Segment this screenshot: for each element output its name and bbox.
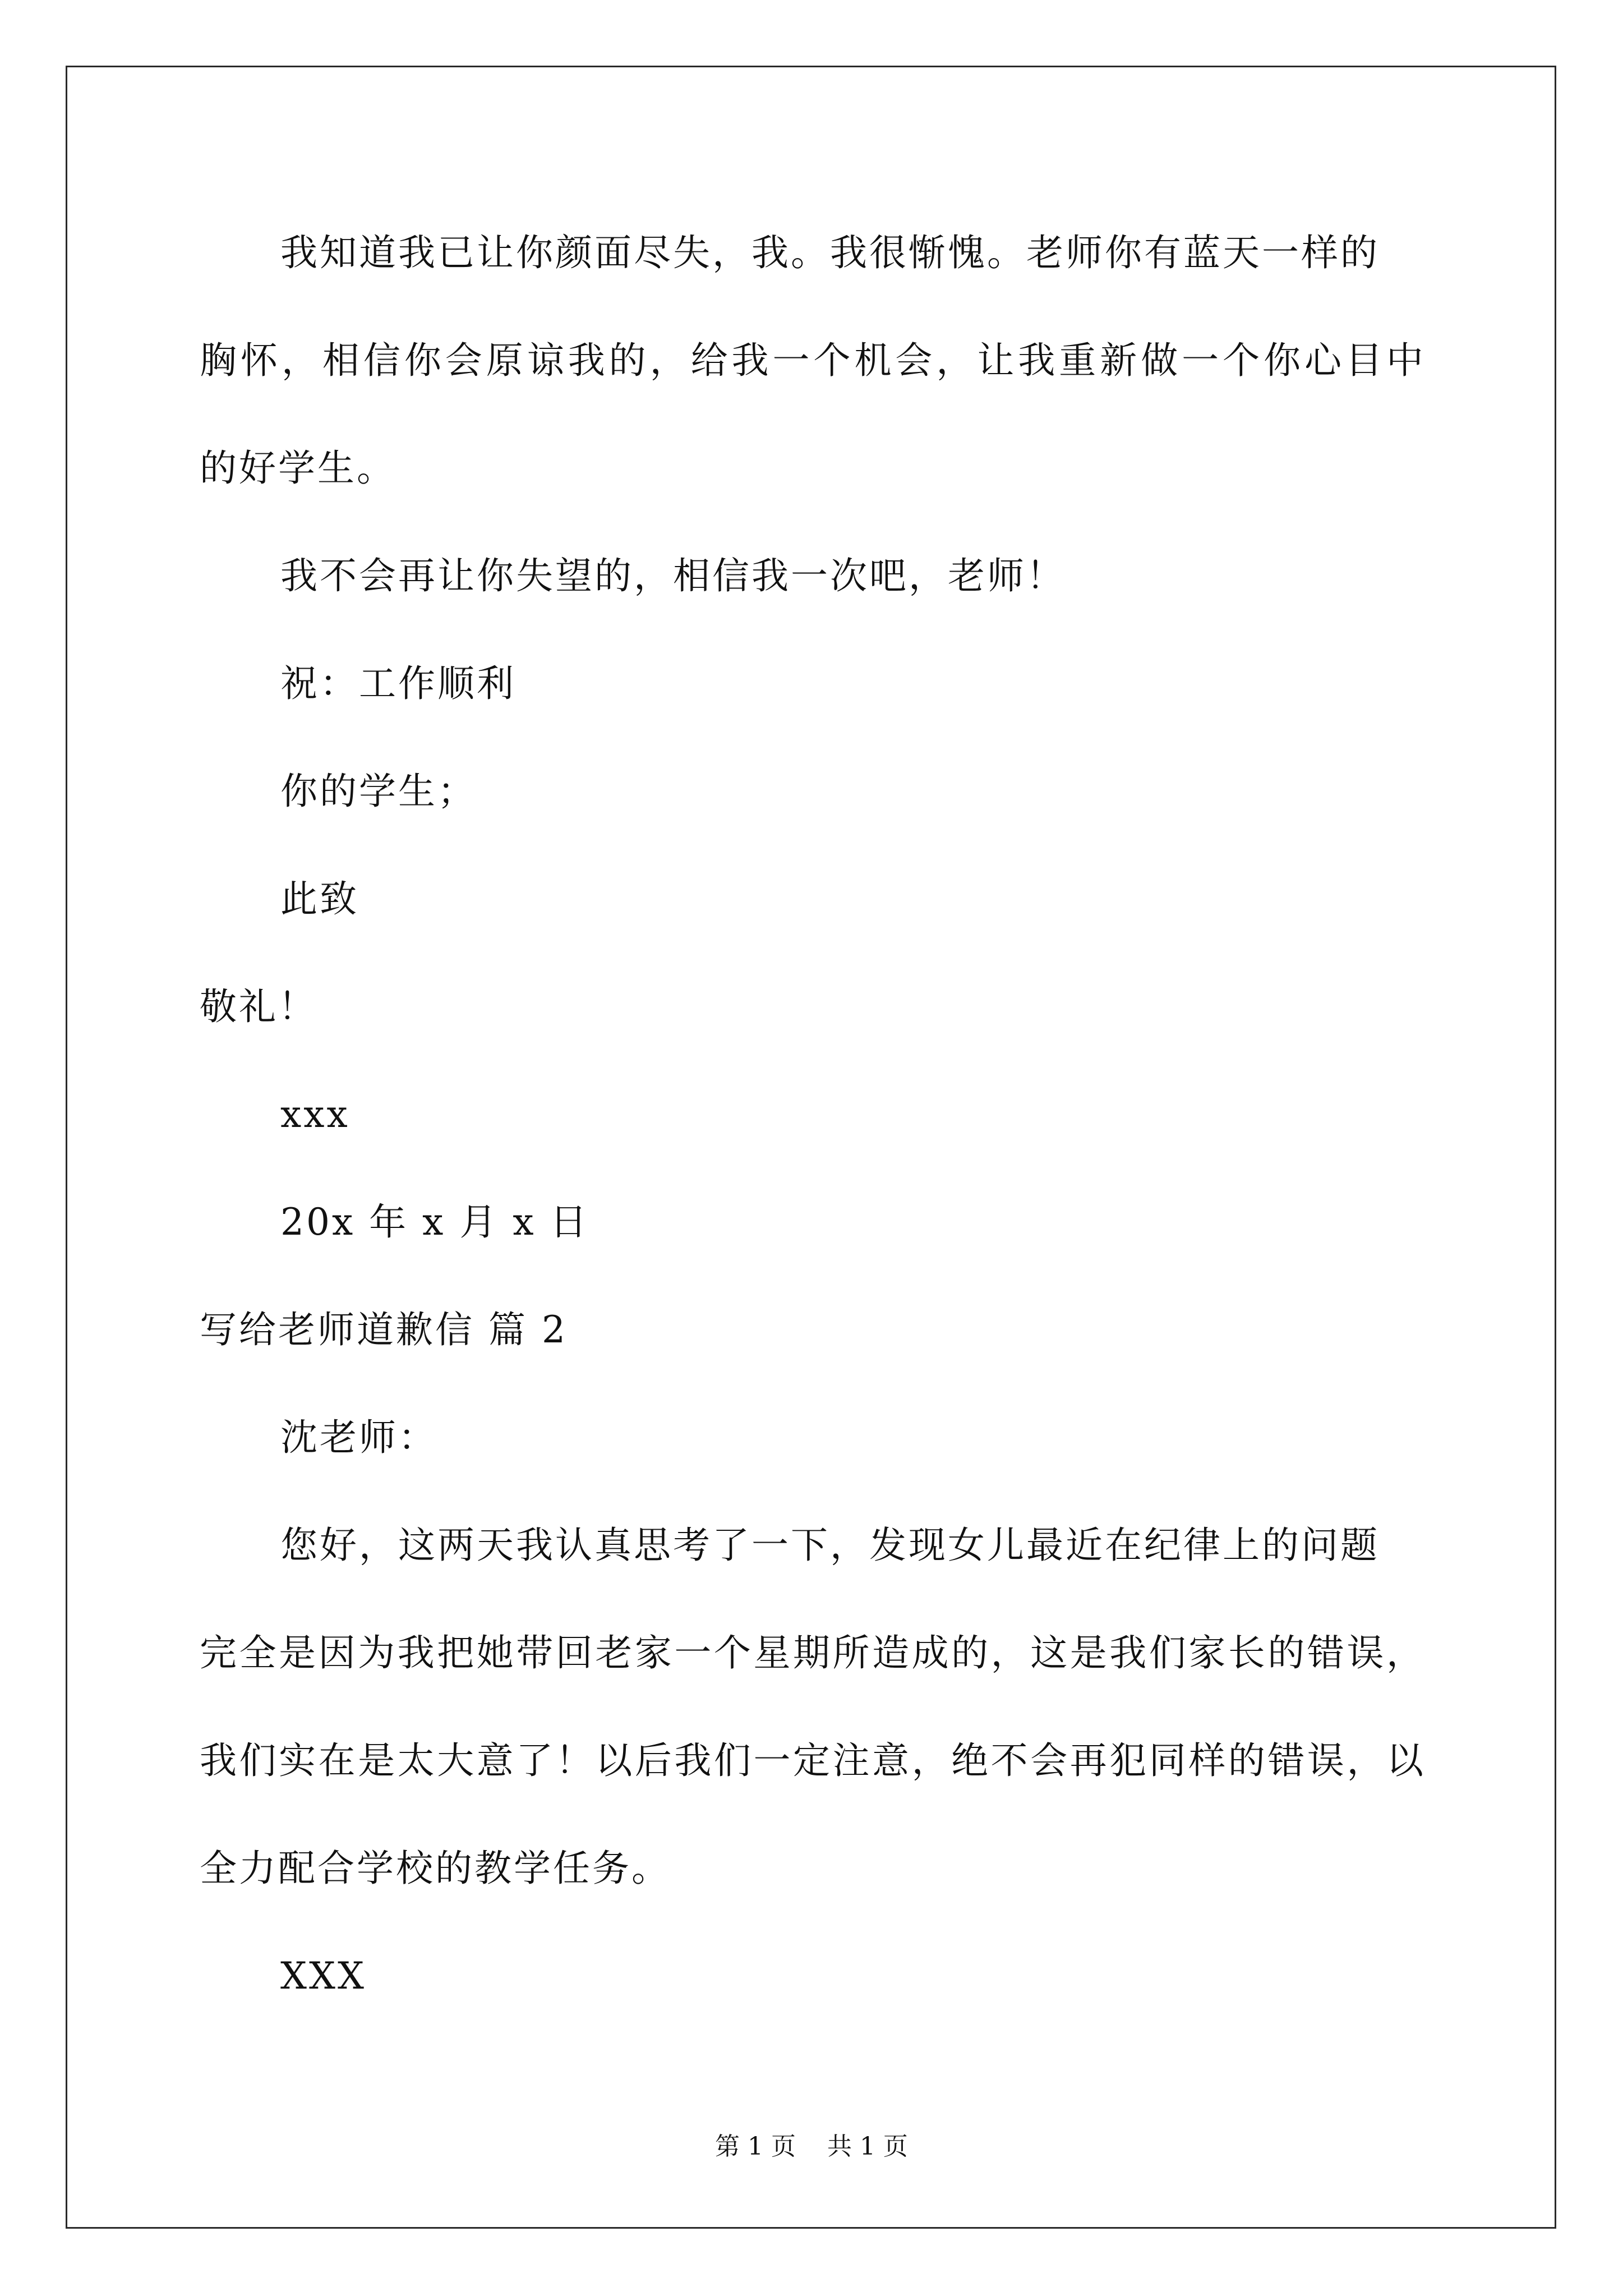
- paragraph-2-line-3: 我们实在是太大意了！以后我们一定注意，绝不会再犯同样的错误，以: [200, 1739, 1426, 1782]
- paragraph-2-line-2: 完全是因为我把她带回老家一个星期所造成的，这是我们家长的错误，: [200, 1631, 1426, 1674]
- paragraph-1-line-2: 胸怀，相信你会原谅我的，给我一个机会，让我重新做一个你心目中: [200, 339, 1426, 382]
- signature-student: 你的学生；: [280, 770, 477, 813]
- paragraph-2-line-1: 您好，这两天我认真思考了一下，发现女儿最近在纪律上的问题: [280, 1524, 1380, 1567]
- paragraph-2-line-4: 全力配合学校的教学任务。: [200, 1847, 671, 1890]
- paragraph-1-line-3: 的好学生。: [200, 447, 396, 490]
- paragraph-promise: 我不会再让你失望的，相信我一次吧，老师！: [280, 554, 1066, 597]
- page-footer: 第 1 页 共 1 页: [715, 2132, 908, 2161]
- page-frame: [66, 66, 1556, 2229]
- date-line: 20x 年 x 月 x 日: [280, 1200, 589, 1244]
- signature-xxx: XXX: [280, 1954, 366, 1998]
- closing-jingli: 敬礼！: [200, 985, 317, 1028]
- section-heading: 写给老师道歉信 篇 2: [200, 1308, 568, 1351]
- blessing-line: 祝：工作顺利: [280, 662, 516, 705]
- paragraph-1-line-1: 我知道我已让你颜面尽失，我。我很惭愧。老师你有蓝天一样的: [280, 231, 1380, 274]
- signature-name: xxx: [280, 1093, 350, 1136]
- salutation: 沈老师：: [280, 1416, 437, 1459]
- closing-cizhi: 此致: [280, 877, 359, 921]
